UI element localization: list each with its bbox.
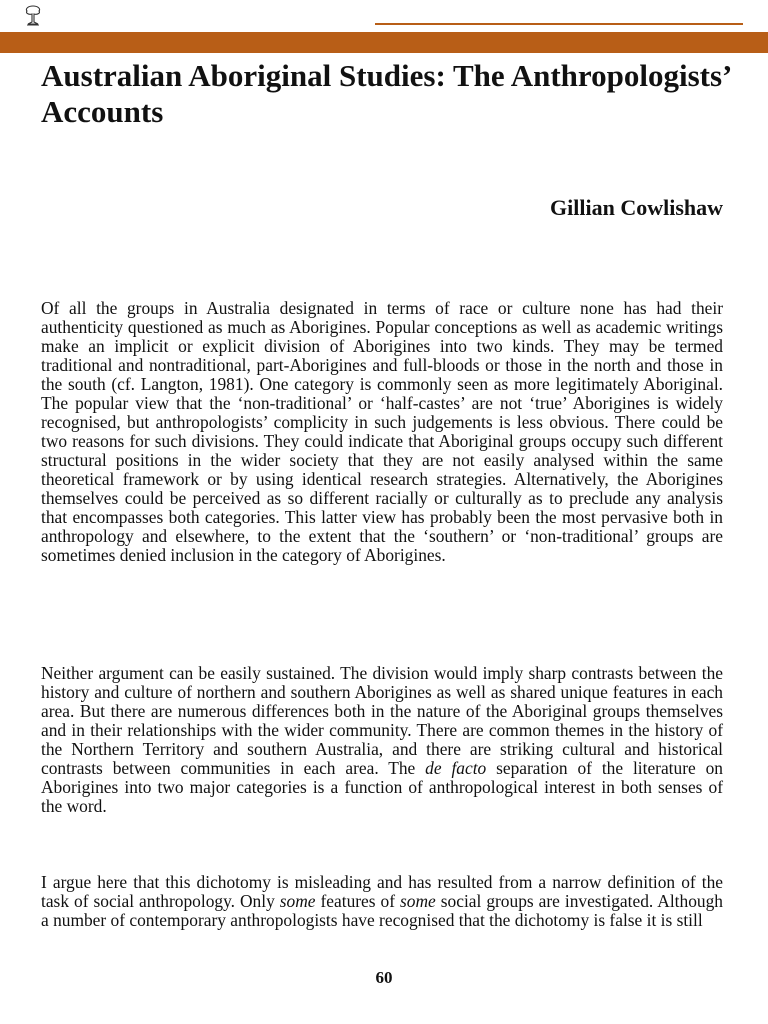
tree-icon xyxy=(22,3,44,27)
body-paragraph-3 xyxy=(41,873,723,930)
paragraph-text: social groups are investigated. Although a number of contemporary anthropologists have recognised that the dichotomy is false it is still xyxy=(41,891,723,930)
header-rule xyxy=(375,23,743,25)
paragraph-text: Neither argument can be easily sustained. The division would imply sharp contrasts between the history and culture of northern and southern Aborigines as well as shared unique features in each area. But there are numerous differences both in the nature of the Aboriginal groups themselves and in their relationships with the wider community. There are common themes in the history of the Northern Territory and southern Australia, and there are striking cultural and historical contrasts between communities in each area. The xyxy=(41,663,723,778)
body-paragraph-2 xyxy=(41,664,723,816)
paragraph-text: I argue here that this dichotomy is misleading and has resulted from a narrow definition of the task of social anthropology. Only xyxy=(41,872,723,911)
paragraph-text: separation of the literature on Aborigines into two major categories is a function of anthropological interest in both senses of the word. xyxy=(41,758,723,816)
paragraph-text: features of xyxy=(315,891,401,911)
italic-term: some xyxy=(400,891,436,911)
italic-term: some xyxy=(279,891,316,911)
header-band xyxy=(0,32,768,53)
article-title: Australian Aboriginal Studies: The Anthropologists’ Accounts xyxy=(41,58,731,129)
article-author: Gillian Cowlishaw xyxy=(550,195,723,220)
page-number: 60 xyxy=(375,968,393,987)
body-paragraph-1: Of all the groups in Australia designated in terms of race or culture none has had their authenticity questioned as much as Aborigines. Popular conceptions as well as academic writings make an implicit or explicit division of Aborigines into two kinds. They may be termed traditional and nontraditional, part-Aborigines and full-bloods or those in the north and those in the south (cf. Langton, 1981). One category is commonly seen as more legitimately Aboriginal. The popular view that the ‘non-traditional’ or ‘half-castes’ are not ‘true’ Aborigines is widely recognised, but anthropologists’ complicity in such judgements is less obvious. There could be two reasons for such divisions. They could indicate that Aboriginal groups occupy such different structural positions in the wider society that they are not easily analysed within the same theoretical framework or by using identical research strategies. Alternatively, the Aborigines themselves could be perceived as so different racially or culturally as to preclude any analysis that encompasses both categories. This latter view has probably been the most pervasive both in anthropology and elsewhere, to the extent that the ‘southern’ or ‘non-traditional’ groups are sometimes denied inclusion in the category of Aborigines. xyxy=(41,298,723,565)
italic-term: de facto xyxy=(425,758,487,778)
